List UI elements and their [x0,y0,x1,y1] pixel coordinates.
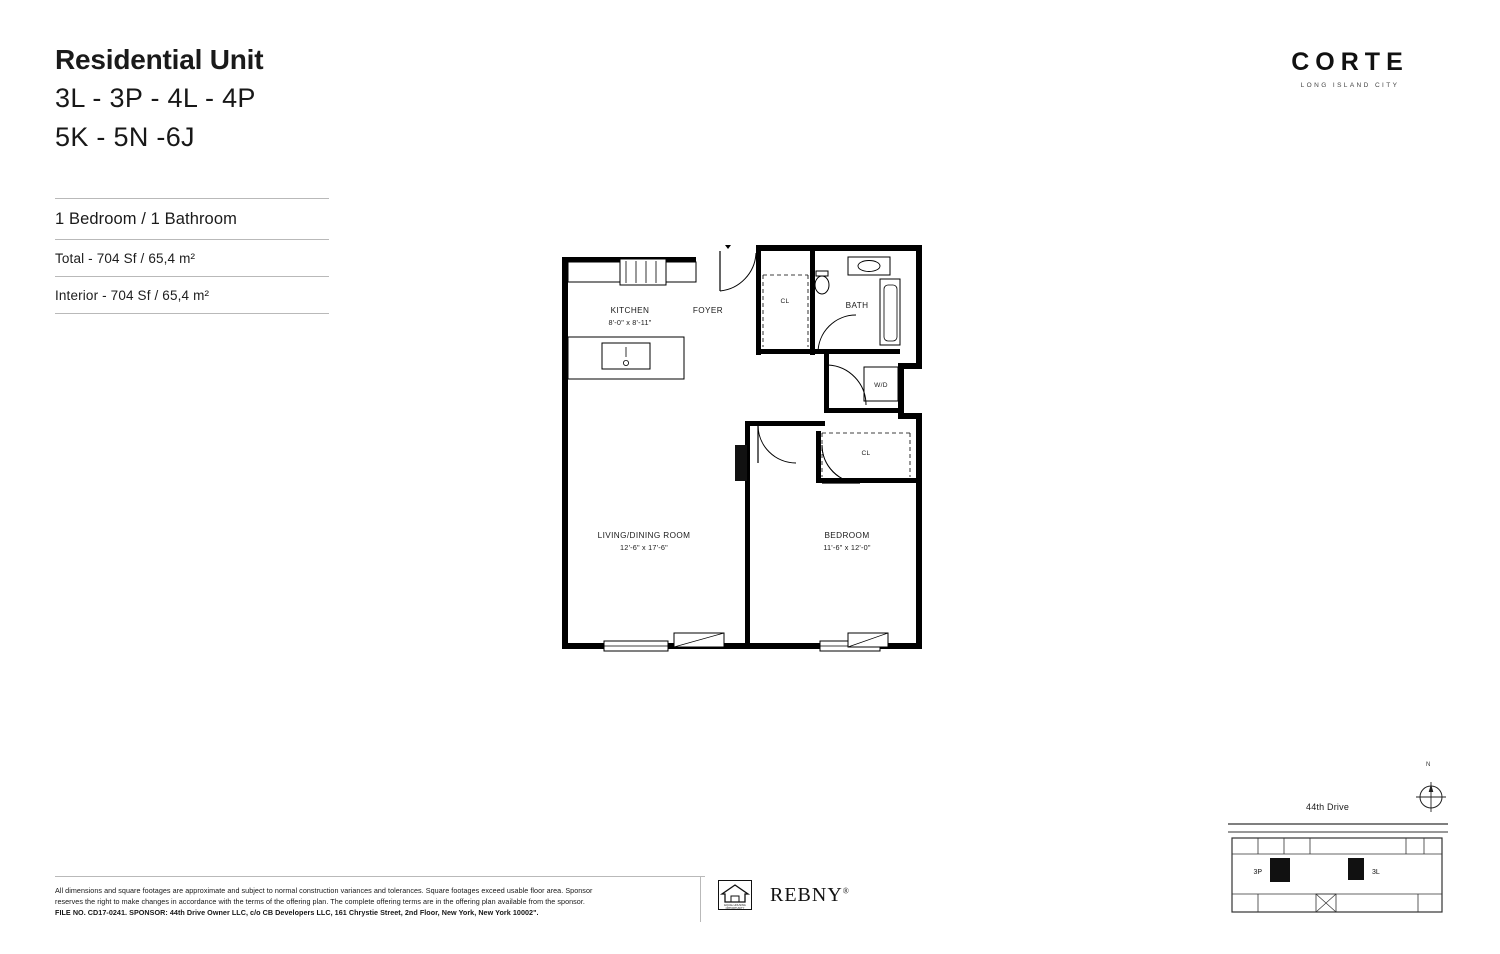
room-label-living: LIVING/DINING ROOM [597,531,691,540]
rebny-wordmark [770,884,850,907]
rebny-registered-mark: ® [842,885,850,895]
room-label-foyer: FOYER [692,306,724,315]
closet-label-lower: CL [861,450,871,457]
key-plan-unit-right: 3L [1372,869,1380,876]
disclaimer-line-3: FILE NO. CD17-0241. SPONSOR: 44th Drive Owner LLC, c/o CB Developers LLC, 161 Chrystie Street, 2nd Floor, New York, New York 10002". [55,908,539,918]
room-label-bedroom: BEDROOM [824,531,870,540]
spec-bedrooms-text: 1 Bedroom / 1 Bathroom [55,210,237,228]
spec-row-interior [55,276,329,314]
spec-row-total [55,239,329,276]
room-label-bath: BATH [845,301,869,310]
room-dim-kitchen: 8'-0" x 8'-11" [608,318,652,327]
key-plan-unit-left: 3P [1253,869,1262,876]
equal-housing-opportunity-icon [718,880,752,910]
washer-dryer-label: W/D [874,382,888,389]
footer-disclaimer [55,876,705,918]
svg-text:OPPORTUNITY: OPPORTUNITY [725,906,745,910]
footer-logo-group [718,880,850,910]
room-dim-bedroom: 11'-6" x 12'-0" [823,543,871,552]
unit-codes-line-2: 5K - 5N -6J [55,122,195,153]
room-label-kitchen: KITCHEN [610,306,650,315]
entry-arrow [716,245,740,249]
brand-logo [1255,50,1445,89]
brand-tagline: LONG ISLAND CITY [1300,82,1400,89]
unit-spec-list [55,198,329,314]
disclaimer-line-1: All dimensions and square footages are approximate and subject to normal construction variances and tolerances. Square footages exceed usable floor area. Sponsor [55,886,593,895]
spec-total-text: Total - 704 Sf / 65,4 m² [55,251,196,266]
compass-north-label: N [1426,762,1431,768]
title-block [55,42,575,157]
key-plan-street-label: 44th Drive [1306,802,1350,812]
svg-text:EQUAL HOUSING: EQUAL HOUSING [724,904,746,908]
footer-vertical-divider [700,876,701,922]
spec-row-bedrooms [55,198,329,239]
floor-plan-drawing [560,245,935,655]
unit-codes-line-1: 3L - 3P - 4L - 4P [55,83,256,113]
room-dim-living: 12'-6" x 17'-6" [620,543,668,552]
key-plan [1228,760,1448,920]
disclaimer-line-2: reserves the right to make changes in accordance with the terms of the offering plan. The complete offering terms are in the offering plan available from the sponsor. [55,897,585,907]
compass-icon [1414,780,1448,814]
closet-label-upper: CL [780,298,790,305]
spec-interior-text: Interior - 704 Sf / 65,4 m² [55,288,210,303]
page-title: Residential Unit [55,44,264,75]
brand-wordmark: CORTE [1291,48,1409,76]
footer-divider [55,876,705,877]
rebny-text: REBNY [770,883,843,906]
